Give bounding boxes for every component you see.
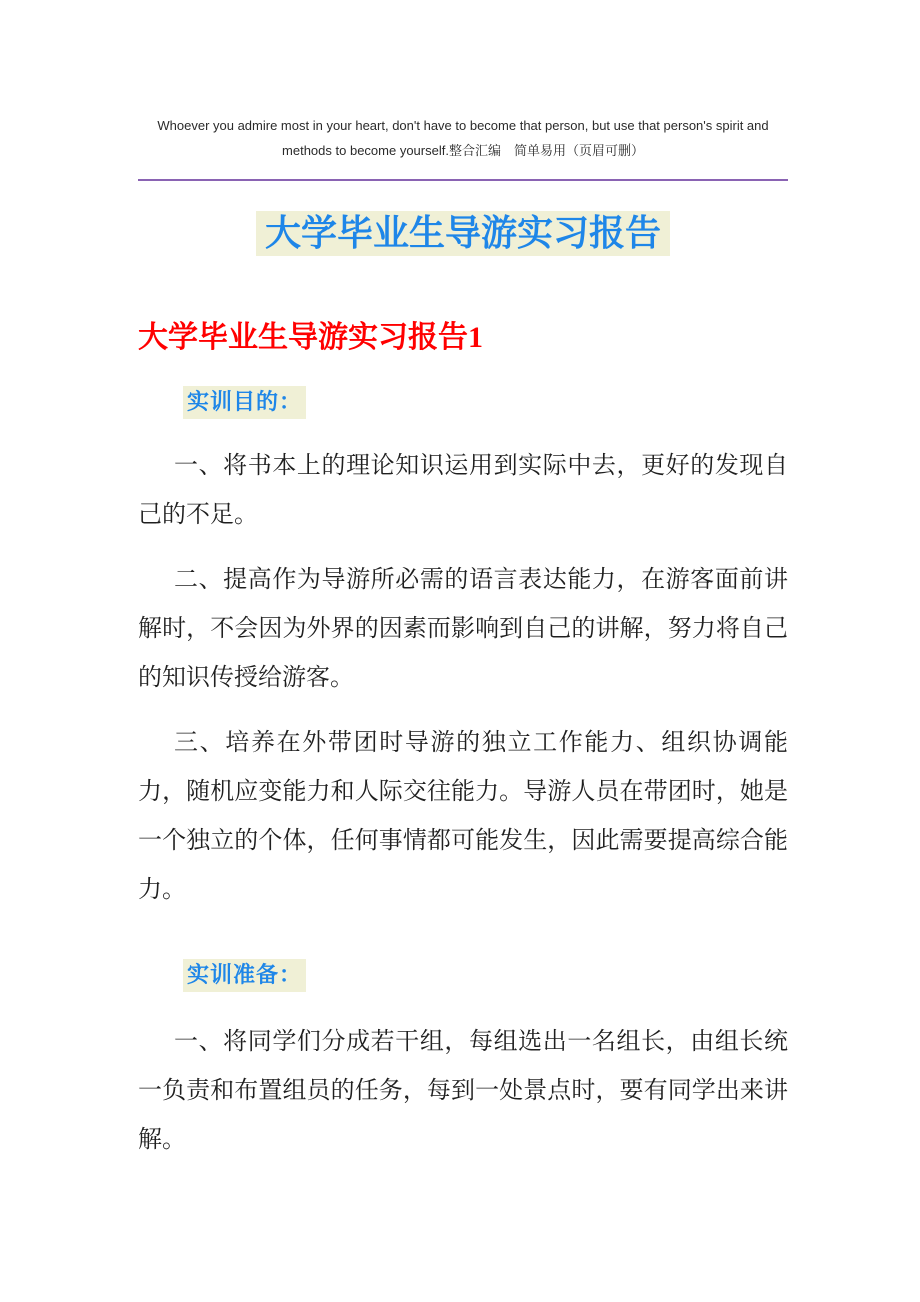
subheading-goals: [138, 386, 788, 419]
subheading-prep: [138, 959, 788, 992]
document-title-text: 大学毕业生导游实习报告: [256, 211, 670, 256]
report-heading: 大学毕业生导游实习报告1: [138, 321, 483, 354]
subheading-prep-text: 实训准备：: [183, 959, 306, 992]
subheading-goals-text: 实训目的：: [183, 386, 306, 419]
document-title: [138, 211, 788, 256]
paragraph-prep-1: 一、将同学们分成若干组，每组选出一名组长，由组长统一负责和布置组员的任务，每到一处景点时，要有同学出来讲解。: [138, 1029, 788, 1153]
paragraph-goal-1: 一、将书本上的理论知识运用到实际中去，更好的发现自己的不足。: [138, 453, 788, 528]
header-note: Whoever you admire most in your heart, don't have to become that person, but use that person's spirit and methods to become yourself.整合汇编 简单易用（页眉可删）: [157, 118, 769, 158]
paragraph-goal-3: 三、培养在外带团时导游的独立工作能力、组织协调能力，随机应变能力和人际交往能力。导游人员在带团时，她是一个独立的个体，任何事情都可能发生，因此需要提高综合能力。: [138, 730, 788, 903]
page-header: [138, 113, 788, 181]
header-divider: [138, 179, 788, 181]
paragraph-goal-2: 二、提高作为导游所必需的语言表达能力，在游客面前讲解时，不会因为外界的因素而影响到自己的讲解，努力将自己的知识传授给游客。: [138, 567, 788, 691]
